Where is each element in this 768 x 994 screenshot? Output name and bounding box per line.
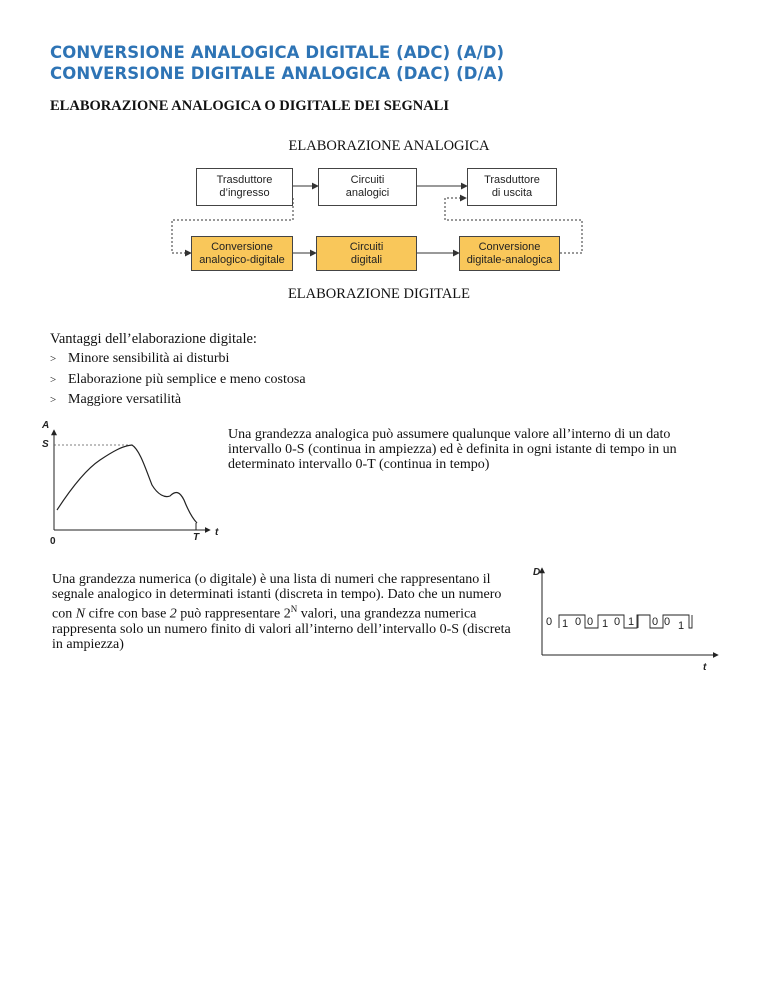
digital-bit: 0	[575, 616, 582, 628]
digital-bit: 0	[546, 616, 553, 628]
analog-t-marker-label: T	[193, 532, 200, 543]
box-dac: Conversione digitale-analogica	[459, 236, 560, 271]
advantages-label: Vantaggi dell’elaborazione digitale:	[50, 331, 257, 347]
digital-description: Una grandezza numerica (o digitale) è una lista di numeri che rappresentano il segnale analogico in determinati istanti (discreta in tempo). Dato che un numero con N cifre con base 2 può rappresentare $2^N$ valori, una grandezza numerica rappresenta solo un numero finito di valori all’interno dell’intervallo 0-S (discreta in ampiezza)	[52, 572, 511, 652]
digital-bit: 1	[562, 618, 569, 630]
digital-x-axis-label: t	[703, 662, 707, 673]
title-adc: CONVERSIONE ANALOGICA DIGITALE (ADC) (A/D)	[50, 43, 505, 62]
box-adc: Conversione analogico-digitale	[191, 236, 293, 271]
digital-bit: 0	[614, 616, 621, 628]
advantage-item: > Elaborazione più semplice e meno costosa	[50, 372, 306, 387]
box-output-transducer: Trasduttore di uscita	[467, 168, 557, 206]
caption-digital-processing: ELABORAZIONE DIGITALE	[287, 286, 471, 302]
title-dac: CONVERSIONE DIGITALE ANALOGICA (DAC) (D/A)	[50, 64, 505, 83]
advantage-item: > Maggiore versatilità	[50, 392, 182, 407]
section-heading: ELABORAZIONE ANALOGICA O DIGITALE DEI SEGNALI	[50, 98, 449, 114]
box-analog-circuits: Circuiti analogici	[318, 168, 417, 206]
digital-bit: 0	[664, 616, 671, 628]
digital-bit: 0	[587, 616, 594, 628]
box-digital-circuits: Circuiti digitali	[316, 236, 417, 271]
advantage-item: > Minore sensibilità ai disturbi	[50, 351, 230, 366]
caption-analog-processing: ELABORAZIONE ANALOGICA	[288, 138, 490, 154]
digital-bit: 0	[652, 616, 659, 628]
analog-s-label: S	[42, 439, 49, 450]
analog-y-axis-label: A	[42, 420, 50, 431]
analog-description: Una grandezza analogica può assumere qualunque valore all’interno di un dato intervallo 0-S (continua in ampiezza) ed è definita in ogni istante di tempo in un determinato intervallo 0-T (continua in tempo)	[228, 427, 677, 472]
digital-bit: 1	[678, 620, 685, 632]
analog-origin-label: 0	[50, 536, 56, 547]
box-input-transducer: Trasduttore d’ingresso	[196, 168, 293, 206]
digital-bit: 1	[602, 618, 609, 630]
digital-y-axis-label: D	[533, 567, 541, 578]
digital-bit: 1	[628, 616, 635, 628]
analog-x-axis-label: t	[215, 527, 219, 538]
